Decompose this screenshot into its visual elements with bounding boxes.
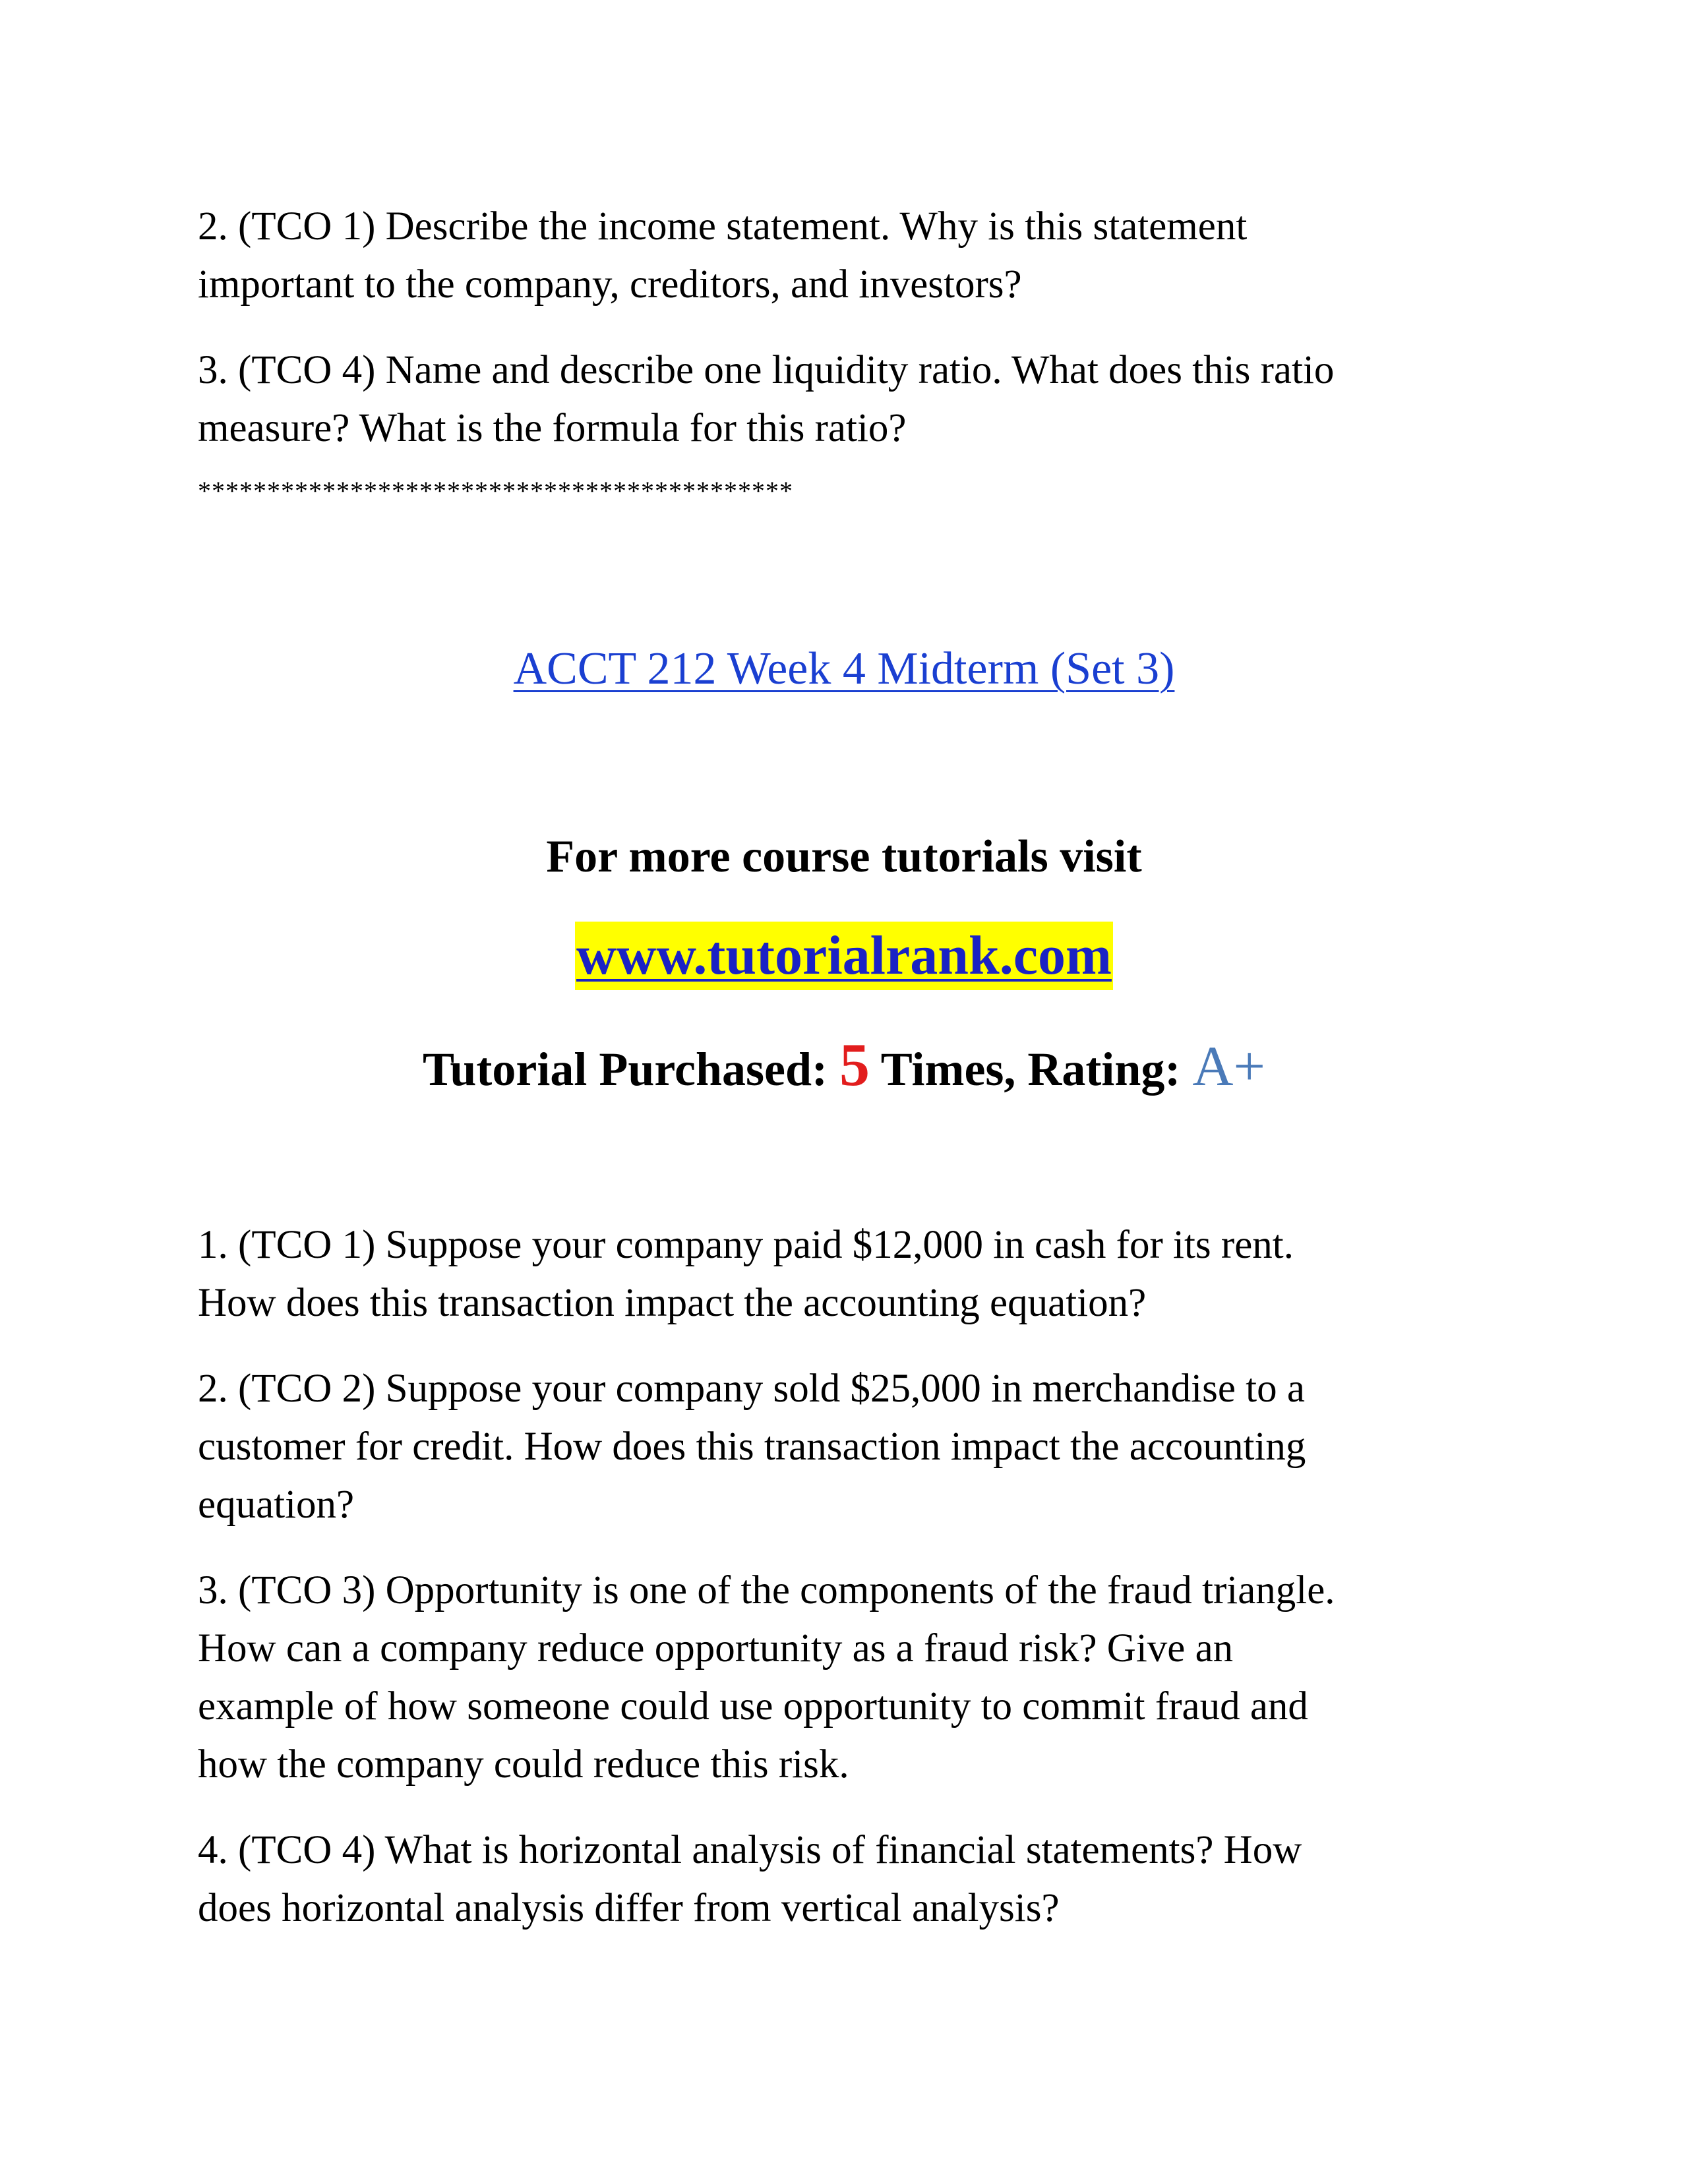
question-line: important to the company, creditors, and investors? (198, 262, 1022, 307)
promo-text: For more course tutorials visit (546, 831, 1142, 882)
prev-question-3 (198, 341, 1490, 457)
asterisk-divider: ******************************************* (198, 476, 793, 506)
purchased-label: Tutorial Purchased: (422, 1043, 828, 1096)
question-line: 2. (TCO 1) Describe the income statement. Why is this statement (198, 204, 1248, 249)
question-line: measure? What is the formula for this ratio? (198, 406, 907, 450)
question-2 (198, 1360, 1490, 1534)
website-link[interactable]: www.tutorialrank.com (575, 922, 1113, 990)
rating-value: A+ (1192, 1034, 1266, 1098)
question-4 (198, 1821, 1490, 1937)
question-line: 4. (TCO 4) What is horizontal analysis of financial statements? How (198, 1828, 1302, 1872)
question-line: 3. (TCO 4) Name and describe one liquidity ratio. What does this ratio (198, 348, 1335, 392)
purchase-stats (0, 1028, 1688, 1106)
question-line: 1. (TCO 1) Suppose your company paid $12,000 in cash for its rent. (198, 1223, 1294, 1267)
prev-question-2 (198, 198, 1490, 314)
question-line: how the company could reduce this risk. (198, 1742, 849, 1786)
question-line: customer for credit. How does this transaction impact the accounting (198, 1425, 1306, 1469)
times-rating-label: Times, Rating: (880, 1043, 1181, 1096)
purchased-count: 5 (839, 1031, 870, 1098)
question-line: equation? (198, 1483, 355, 1527)
question-line: does horizontal analysis differ from vertical analysis? (198, 1886, 1060, 1930)
question-line: example of how someone could use opportunity to commit fraud and (198, 1684, 1308, 1728)
course-title-link[interactable]: ACCT 212 Week 4 Midterm (Set 3) (513, 643, 1175, 694)
question-1 (198, 1216, 1490, 1332)
question-3 (198, 1562, 1490, 1794)
question-line: 3. (TCO 3) Opportunity is one of the components of the fraud triangle. (198, 1568, 1335, 1612)
question-line: How does this transaction impact the accounting equation? (198, 1281, 1147, 1325)
question-line: 2. (TCO 2) Suppose your company sold $25,000 in merchandise to a (198, 1367, 1305, 1411)
question-line: How can a company reduce opportunity as a fraud risk? Give an (198, 1626, 1234, 1670)
website-link-container (0, 920, 1688, 992)
